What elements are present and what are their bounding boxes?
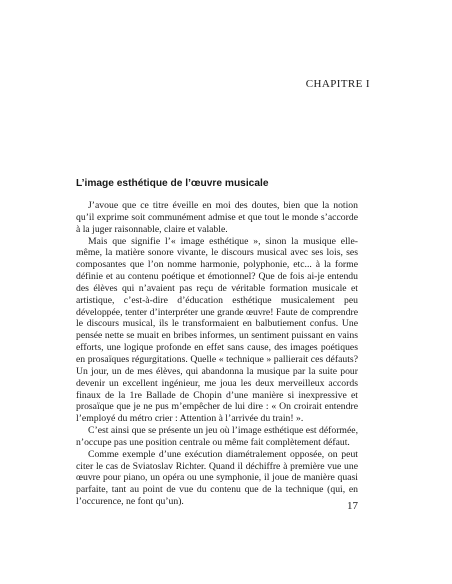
paragraph-3: C’est ainsi que se présente un jeu où l’image esthétique est déformée, n’occupe pas une position centrale ou même fait complètement défaut. [76, 425, 358, 448]
paragraph-2: Mais que signifie l’« image esthétique », sinon la musique elle-même, la matière sonore vivante, le discours musical avec ses lois, ses composantes que l’on nomme harmonie, polyphonie, etc... à la forme définie et au contenu poétique et émotionnel? Que de fois ai-je entendu des élèves qui n’avaient pas reçu de véritable formation musicale et artistique, c’est-à-dire d’éducation esthétique musicalement peu développée, tenter d’interpréter une grande œuvre! Faute de comprendre le discours musical, ils le transformaient en balbutiement confus. Une pensée nette se muait en bribes informes, un sentiment puissant en vains efforts, une logique profonde en effet sans cause, des images poétiques en prosaïques régurgitations. Quelle « technique » pallierait ces défauts? Un jour, un de mes élèves, qui abandonna la musique par la suite pour devenir un excellent ingénieur, me joua les deux merveilleux accords finaux de la 1re Ballade de Chopin d’une manière si inexpressive et prosaïque que je ne pus m’empêcher de lui dire : « On croirait entendre l’employé du métro crier : Attention à l’arrivée du train! ». [76, 235, 358, 425]
body-text [76, 200, 358, 508]
paragraph-1: J’avoue que ce titre éveille en moi des doutes, bien que la notion qu’il exprime soit communément admise et que tout le monde s’accorde à la juger raisonnable, claire et valable. [76, 200, 358, 235]
page-number: 17 [347, 500, 358, 512]
chapter-heading: CHAPITRE I [305, 78, 370, 90]
paragraph-4: Comme exemple d’une exécution diamétralement opposée, on peut citer le cas de Sviatoslav Richter. Quand il déchiffre à première vue une œuvre pour piano, un opéra ou une symphonie, il joue de manière quasi parfaite, tant au point de vue du contenu que de la technique (qui, en l’occurence, ne font qu’un). [76, 448, 358, 508]
section-title: L’image esthétique de l’œuvre musicale [76, 178, 269, 189]
